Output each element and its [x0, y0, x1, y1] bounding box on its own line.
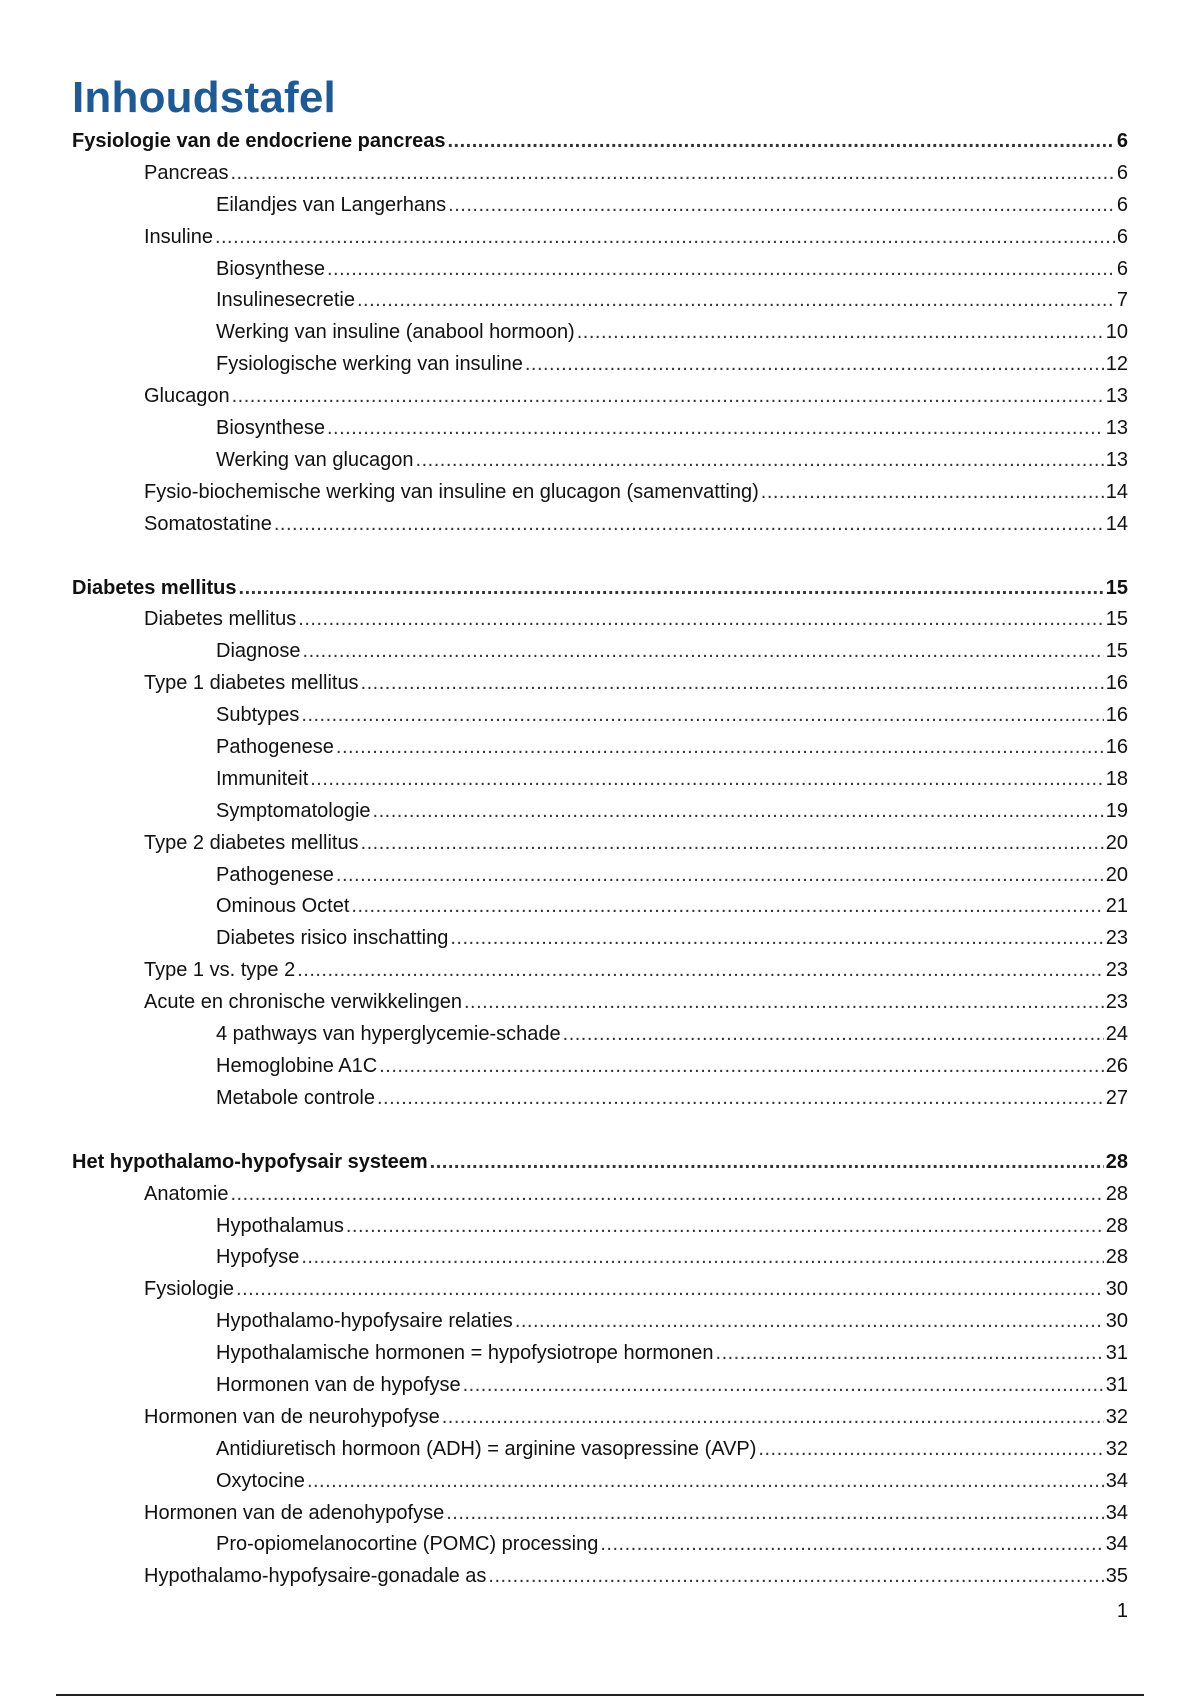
- toc-entry-page-number: 23: [1105, 991, 1128, 1014]
- footer-divider: [56, 1694, 1144, 1696]
- toc-entry-label: Acute en chronische verwikkelingen: [144, 991, 462, 1014]
- toc-subsection-entry[interactable]: [72, 891, 1128, 923]
- toc-section-entry[interactable]: [72, 955, 1128, 987]
- toc-dot-leader: [377, 1083, 1104, 1115]
- toc-entry-label: Ominous Octet: [216, 895, 350, 918]
- toc-entry-page-number: 28: [1105, 1150, 1128, 1173]
- toc-dot-leader: [361, 828, 1104, 860]
- toc-dot-leader: [600, 1529, 1103, 1561]
- toc-dot-leader: [301, 700, 1103, 732]
- toc-section-entry[interactable]: [72, 381, 1128, 413]
- toc-chapter-entry[interactable]: [72, 573, 1128, 605]
- toc-entry-label: Type 1 vs. type 2: [144, 959, 296, 982]
- toc-entry-page-number: 6: [1116, 193, 1128, 216]
- toc-subsection-entry[interactable]: [72, 1211, 1128, 1243]
- toc-entry-page-number: 35: [1105, 1565, 1128, 1588]
- toc-entry-label: Somatostatine: [144, 512, 272, 535]
- toc-entry-label: Subtypes: [216, 704, 300, 727]
- toc-section-entry[interactable]: [72, 604, 1128, 636]
- toc-subsection-entry[interactable]: [72, 636, 1128, 668]
- toc-entry-label: Hemoglobine A1C: [216, 1054, 378, 1077]
- toc-entry-label: Hypofyse: [216, 1246, 300, 1269]
- toc-chapter-entry[interactable]: [72, 1147, 1128, 1179]
- toc-entry-page-number: 30: [1105, 1278, 1128, 1301]
- toc-subsection-entry[interactable]: [72, 1529, 1128, 1561]
- toc-entry-page-number: 28: [1105, 1182, 1128, 1205]
- toc-subsection-entry[interactable]: [72, 445, 1128, 477]
- toc-dot-leader: [351, 891, 1103, 923]
- toc-dot-leader: [301, 1242, 1103, 1274]
- toc-entry-label: Fysiologie: [144, 1278, 235, 1301]
- toc-dot-leader: [448, 190, 1115, 222]
- toc-entry-label: Hormonen van de neurohypofyse: [144, 1405, 440, 1428]
- toc-dot-leader: [357, 285, 1115, 317]
- toc-entry-page-number: 31: [1105, 1342, 1128, 1365]
- toc-dot-leader: [463, 1370, 1104, 1402]
- toc-entry-label: Oxytocine: [216, 1469, 305, 1492]
- toc-entry-label: Immuniteit: [216, 767, 309, 790]
- toc-section-entry[interactable]: [72, 1179, 1128, 1211]
- toc-dot-leader: [298, 604, 1103, 636]
- toc-entry-page-number: 12: [1105, 353, 1128, 376]
- toc-dot-leader: [430, 1147, 1104, 1179]
- toc-dot-leader: [361, 668, 1104, 700]
- toc-dot-leader: [307, 1466, 1104, 1498]
- toc-entry-page-number: 34: [1105, 1469, 1128, 1492]
- toc-entry-page-number: 6: [1116, 130, 1128, 152]
- toc-entry-label: Insulinesecretie: [216, 289, 355, 312]
- toc-entry-label: Diabetes mellitus: [144, 608, 297, 631]
- toc-dot-leader: [215, 222, 1115, 254]
- toc-subsection-entry[interactable]: [72, 764, 1128, 796]
- toc-dot-leader: [716, 1338, 1104, 1370]
- toc-section-entry[interactable]: [72, 1402, 1128, 1434]
- toc-subsection-entry[interactable]: [72, 285, 1128, 317]
- toc-section-entry[interactable]: [72, 509, 1128, 541]
- toc-entry-page-number: 14: [1105, 512, 1128, 535]
- toc-dot-leader: [464, 987, 1104, 1019]
- toc-dot-leader: [488, 1561, 1103, 1593]
- toc-dot-leader: [336, 732, 1104, 764]
- toc-entry-page-number: 23: [1105, 959, 1128, 982]
- toc-subsection-entry[interactable]: [72, 1306, 1128, 1338]
- toc-entry-page-number: 13: [1105, 417, 1128, 440]
- toc-dot-leader: [758, 1434, 1103, 1466]
- toc-entry-label: Pathogenese: [216, 736, 334, 759]
- toc-entry-page-number: 31: [1105, 1373, 1128, 1396]
- toc-subsection-entry[interactable]: [72, 796, 1128, 828]
- toc-entry-page-number: 16: [1105, 704, 1128, 727]
- toc-section-entry[interactable]: [72, 987, 1128, 1019]
- toc-section-entry[interactable]: [72, 477, 1128, 509]
- toc-entry-page-number: 14: [1105, 480, 1128, 503]
- toc-subsection-entry[interactable]: [72, 700, 1128, 732]
- toc-subsection-entry[interactable]: [72, 1051, 1128, 1083]
- toc-dot-leader: [525, 349, 1104, 381]
- toc-entry-page-number: 28: [1105, 1246, 1128, 1269]
- toc-dot-leader: [373, 796, 1104, 828]
- toc-dot-leader: [327, 413, 1104, 445]
- toc-dot-leader: [327, 254, 1115, 286]
- toc-entry-page-number: 7: [1116, 289, 1128, 312]
- toc-entry-label: Glucagon: [144, 385, 230, 408]
- toc-entry-page-number: 27: [1105, 1086, 1128, 1109]
- toc-dot-leader: [236, 1274, 1104, 1306]
- toc-dot-leader: [231, 158, 1115, 190]
- toc-entry-label: Antidiuretisch hormoon (ADH) = arginine vasopressine (AVP): [216, 1437, 757, 1460]
- toc-chapter-entry[interactable]: [72, 126, 1128, 158]
- toc-entry-page-number: 16: [1105, 736, 1128, 759]
- toc-section-entry[interactable]: [72, 668, 1128, 700]
- toc-entry-page-number: 32: [1105, 1405, 1128, 1428]
- toc-subsection-entry[interactable]: [72, 1466, 1128, 1498]
- toc-entry-label: Hypothalamo-hypofysaire relaties: [216, 1310, 513, 1333]
- toc-entry-label: Anatomie: [144, 1182, 229, 1205]
- toc-section-entry[interactable]: [72, 1498, 1128, 1530]
- toc-entry-page-number: 13: [1105, 385, 1128, 408]
- toc-subsection-entry[interactable]: [72, 923, 1128, 955]
- toc-entry-label: 4 pathways van hyperglycemie-schade: [216, 1023, 561, 1046]
- toc-entry-label: Eilandjes van Langerhans: [216, 193, 447, 216]
- toc-entry-label: Pathogenese: [216, 863, 334, 886]
- toc-section-entry[interactable]: [72, 828, 1128, 860]
- toc-dot-leader: [310, 764, 1104, 796]
- toc-entry-label: Hormonen van de hypofyse: [216, 1373, 461, 1396]
- toc-entry-label: Diagnose: [216, 640, 301, 663]
- toc-dot-leader: [379, 1051, 1104, 1083]
- toc-dot-leader: [346, 1211, 1104, 1243]
- toc-entry-label: Hypothalamische hormonen = hypofysiotrope hormonen: [216, 1342, 714, 1365]
- toc-entry-label: Hypothalamo-hypofysaire-gonadale as: [144, 1565, 487, 1588]
- toc-entry-label: Metabole controle: [216, 1086, 375, 1109]
- toc-dot-leader: [446, 1498, 1104, 1530]
- toc-subsection-entry[interactable]: [72, 1338, 1128, 1370]
- toc-entry-page-number: 15: [1105, 640, 1128, 663]
- toc-subsection-entry[interactable]: [72, 349, 1128, 381]
- toc-entry-page-number: 15: [1105, 576, 1128, 599]
- toc-entry-page-number: 30: [1105, 1310, 1128, 1333]
- toc-entry-page-number: 28: [1105, 1214, 1128, 1237]
- toc-dot-leader: [515, 1306, 1104, 1338]
- toc-entry-label: Pancreas: [144, 161, 229, 184]
- toc-entry-page-number: 6: [1116, 257, 1128, 280]
- toc-subsection-entry[interactable]: [72, 317, 1128, 349]
- toc-dot-leader: [232, 381, 1104, 413]
- toc-section-entry[interactable]: [72, 158, 1128, 190]
- toc-entry-label: Type 1 diabetes mellitus: [144, 672, 359, 695]
- toc-entry-label: Biosynthese: [216, 257, 325, 280]
- toc-entry-label: Hypothalamus: [216, 1214, 344, 1237]
- toc-dot-leader: [577, 317, 1104, 349]
- toc-subsection-entry[interactable]: [72, 190, 1128, 222]
- toc-dot-leader: [447, 126, 1114, 158]
- toc-dot-leader: [563, 1019, 1104, 1051]
- toc-entry-page-number: 21: [1105, 895, 1128, 918]
- toc-entry-page-number: 23: [1105, 927, 1128, 950]
- toc-entry-page-number: 26: [1105, 1054, 1128, 1077]
- toc-entry-page-number: 10: [1105, 321, 1128, 344]
- toc-entry-label: Type 2 diabetes mellitus: [144, 831, 359, 854]
- toc-entry-page-number: 16: [1105, 672, 1128, 695]
- toc-section-entry[interactable]: [72, 1561, 1128, 1593]
- toc-dot-leader: [303, 636, 1104, 668]
- toc-subsection-entry[interactable]: [72, 413, 1128, 445]
- toc-entry-page-number: 6: [1116, 161, 1128, 184]
- toc-entry-label: Diabetes mellitus: [72, 576, 237, 599]
- page-number: 1: [1116, 1600, 1128, 1622]
- toc-subsection-entry[interactable]: [72, 1434, 1128, 1466]
- toc-entry-page-number: 20: [1105, 831, 1128, 854]
- toc-subsection-entry[interactable]: [72, 860, 1128, 892]
- toc-entry-label: Fysiologische werking van insuline: [216, 353, 523, 376]
- toc-dot-leader: [274, 509, 1104, 541]
- toc-entry-page-number: 19: [1105, 799, 1128, 822]
- toc-section-entry[interactable]: [72, 222, 1128, 254]
- toc-entry-label: Insuline: [144, 225, 213, 248]
- toc-entry-label: Biosynthese: [216, 417, 325, 440]
- table-of-contents: [72, 126, 1128, 1593]
- toc-subsection-entry[interactable]: [72, 1370, 1128, 1402]
- toc-entry-label: Hormonen van de adenohypofyse: [144, 1501, 445, 1524]
- toc-dot-leader: [450, 923, 1103, 955]
- toc-entry-label: Symptomatologie: [216, 799, 371, 822]
- toc-entry-page-number: 34: [1105, 1533, 1128, 1556]
- toc-entry-label: Werking van insuline (anabool hormoon): [216, 321, 575, 344]
- toc-entry-page-number: 6: [1116, 225, 1128, 248]
- toc-entry-label: Fysiologie van de endocriene pancreas: [72, 130, 446, 152]
- toc-entry-label: Pro-opiomelanocortine (POMC) processing: [216, 1533, 599, 1556]
- toc-subsection-entry[interactable]: [72, 254, 1128, 286]
- toc-dot-leader: [231, 1179, 1104, 1211]
- toc-entry-page-number: 18: [1105, 767, 1128, 790]
- toc-subsection-entry[interactable]: [72, 732, 1128, 764]
- toc-entry-page-number: 15: [1105, 608, 1128, 631]
- toc-dot-leader: [297, 955, 1104, 987]
- toc-dot-leader: [442, 1402, 1104, 1434]
- toc-dot-leader: [416, 445, 1104, 477]
- toc-entry-page-number: 32: [1105, 1437, 1128, 1460]
- toc-dot-leader: [761, 477, 1104, 509]
- toc-entry-label: Werking van glucagon: [216, 448, 414, 471]
- toc-entry-page-number: 20: [1105, 863, 1128, 886]
- toc-entry-label: Fysio-biochemische werking van insuline en glucagon (samenvatting): [144, 480, 759, 503]
- toc-entry-label: Het hypothalamo-hypofysair systeem: [72, 1150, 428, 1173]
- toc-subsection-entry[interactable]: [72, 1019, 1128, 1051]
- toc-dot-leader: [239, 573, 1104, 605]
- toc-entry-page-number: 24: [1105, 1023, 1128, 1046]
- toc-entry-page-number: 13: [1105, 448, 1128, 471]
- page-title: Inhoudstafel: [72, 73, 336, 122]
- toc-entry-label: Diabetes risico inschatting: [216, 927, 449, 950]
- toc-dot-leader: [336, 860, 1104, 892]
- toc-subsection-entry[interactable]: [72, 1242, 1128, 1274]
- toc-subsection-entry[interactable]: [72, 1083, 1128, 1115]
- toc-entry-page-number: 34: [1105, 1501, 1128, 1524]
- toc-section-entry[interactable]: [72, 1274, 1128, 1306]
